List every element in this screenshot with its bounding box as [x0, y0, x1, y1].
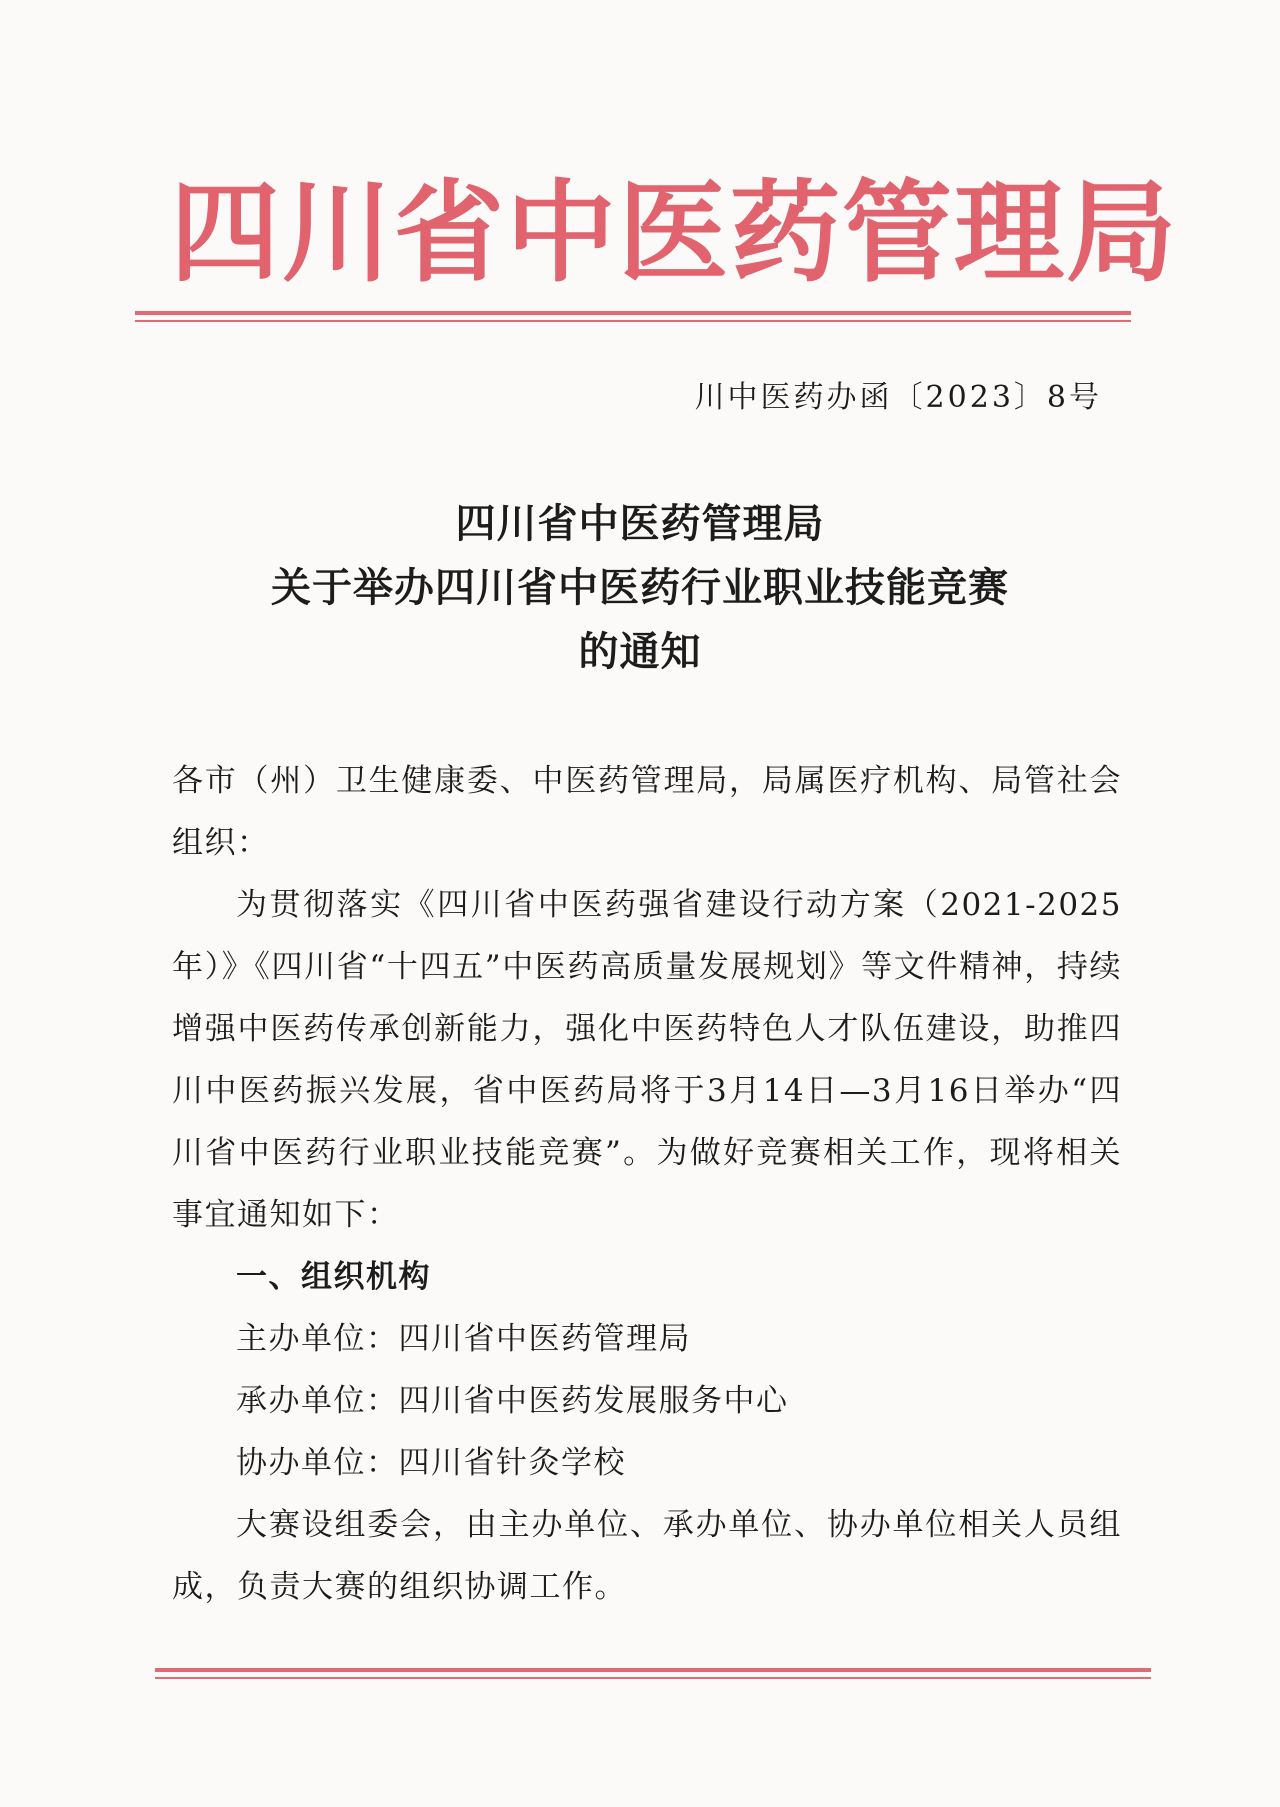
organizer-unit: 承办单位：四川省中医药发展服务中心 — [236, 1383, 789, 1419]
co-organizer-unit: 协办单位：四川省针灸学校 — [236, 1445, 626, 1481]
paragraph-committee: 大赛设组委会，由主办单位、承办单位、协办单位相关人员组成，负责大赛的组织协调工作。 — [172, 1507, 1122, 1605]
notice-body — [172, 750, 1122, 1618]
issuer-masthead: 四川省中医药管理局 — [170, 169, 1178, 297]
footer-rule-thin — [155, 1677, 1151, 1679]
salutation: 各市（州）卫生健康委、中医药管理局，局属医疗机构、局管社会组织： — [172, 763, 1122, 861]
masthead-rule-thick — [135, 311, 1131, 315]
footer-rule-thick — [155, 1668, 1151, 1672]
title-line-3: 的通知 — [578, 629, 702, 675]
title-line-2: 关于举办四川省中医药行业职业技能竞赛 — [271, 565, 1009, 611]
section-heading-organization: 一、组织机构 — [236, 1259, 431, 1295]
paragraph-purpose: 为贯彻落实《四川省中医药强省建设行动方案（2021-2025年）》《四川省“十四五”中医药高质量发展规划》等文件精神，持续增强中医药传承创新能力，强化中医药特色人才队伍建设，助推四川中医药振兴发展，省中医药局将于3月14日—3月16日举办“四川省中医药行业职业技能竞赛”。为做好竞赛相关工作，现将相关事宜通知如下： — [172, 887, 1122, 1233]
host-unit: 主办单位：四川省中医药管理局 — [236, 1321, 691, 1357]
notice-title — [120, 492, 1160, 684]
document-number: 川中医药办函〔2023〕8号 — [694, 380, 1102, 415]
masthead-rule-thin — [135, 320, 1131, 322]
title-line-1: 四川省中医药管理局 — [455, 501, 825, 547]
